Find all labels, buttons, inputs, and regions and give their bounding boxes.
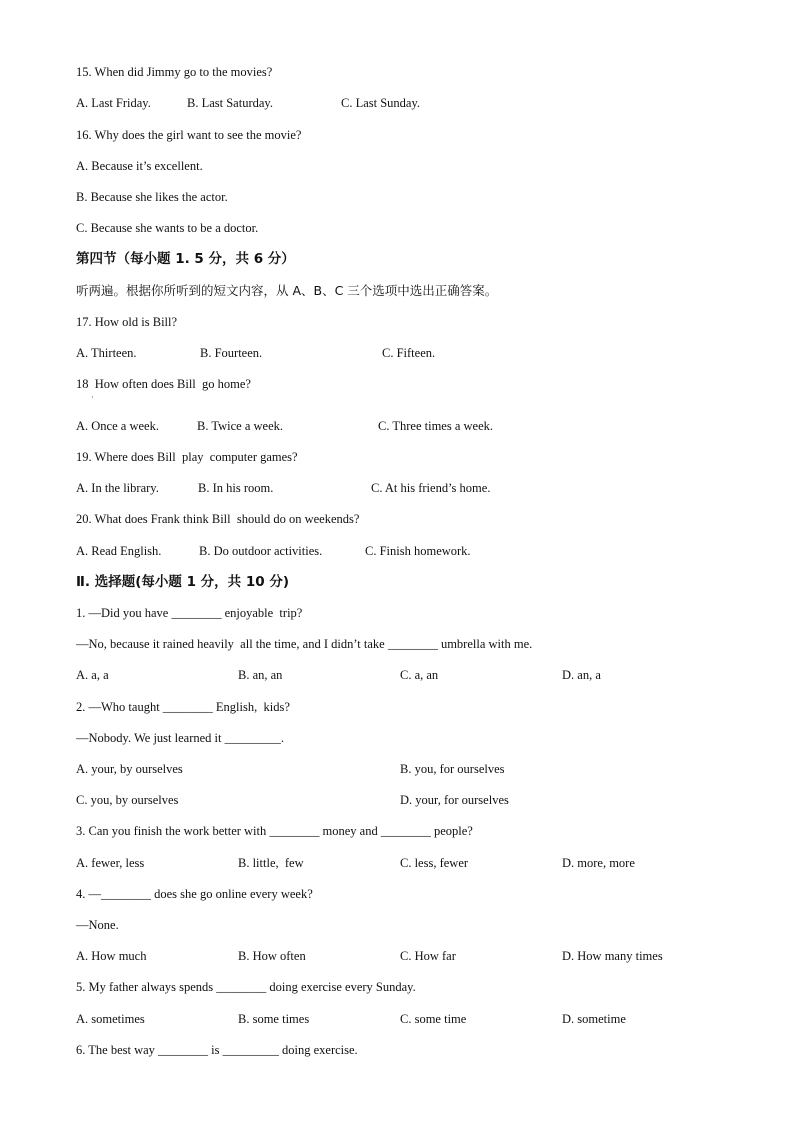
mc-4-option-d: D. How many times [562, 949, 663, 963]
question-20: 20. What does Frank think Bill should do on weekends? [76, 512, 360, 526]
mc-5-option-a: A. sometimes [76, 1012, 145, 1026]
option-19-b: B. In his room. [198, 481, 274, 495]
mc-1-option-b: B. an, an [238, 668, 283, 682]
option-20-c: C. Finish homework. [365, 544, 471, 558]
mc-3-option-b: B. little, few [238, 856, 304, 870]
mc-1-option-a: A. a, a [76, 668, 109, 682]
option-17-b: B. Fourteen. [200, 346, 263, 360]
mc-question-2: 2. —Who taught ________ English, kids? [76, 700, 290, 714]
mc-question-1-reply: —No, because it rained heavily all the time, and I didn’t take ________ umbrella with me. [76, 637, 533, 651]
mc-question-4-reply: —None. [76, 918, 119, 932]
mc-1-option-d: D. an, a [562, 668, 601, 682]
mc-question-4: 4. —________ does she go online every week? [76, 887, 313, 901]
option-17-c: C. Fifteen. [382, 346, 436, 360]
option-19-a: A. In the library. [76, 481, 159, 495]
question-16: 16. Why does the girl want to see the movie? [76, 128, 302, 142]
mc-question-2-reply: —Nobody. We just learned it _________. [76, 731, 284, 745]
mc-5-option-b: B. some times [238, 1012, 310, 1026]
mc-2-option-c: C. you, by ourselves [76, 793, 179, 807]
mc-1-option-c: C. a, an [400, 668, 439, 682]
mc-3-option-c: C. less, fewer [400, 856, 469, 870]
option-15-a: A. Last Friday. [76, 96, 151, 110]
option-15-c: C. Last Sunday. [341, 96, 421, 110]
option-16-a: A. Because it’s excellent. [76, 159, 203, 173]
mc-4-option-c: C. How far [400, 949, 456, 963]
question-15: 15. When did Jimmy go to the movies? [76, 65, 273, 79]
option-18-a: A. Once a week. [76, 419, 159, 433]
mc-5-option-c: C. some time [400, 1012, 467, 1026]
question-19: 19. Where does Bill play computer games? [76, 450, 298, 464]
option-20-a: A. Read English. [76, 544, 162, 558]
mc-3-option-d: D. more, more [562, 856, 635, 870]
mc-4-option-a: A. How much [76, 949, 147, 963]
question-18: 18 How often does Bill go home? [76, 377, 251, 391]
option-18-b: B. Twice a week. [197, 419, 284, 433]
mc-2-option-a: A. your, by ourselves [76, 762, 183, 776]
option-15-b: B. Last Saturday. [187, 96, 273, 110]
option-16-c: C. Because she wants to be a doctor. [76, 221, 259, 235]
mc-question-1: 1. —Did you have ________ enjoyable trip? [76, 606, 303, 620]
option-16-b: B. Because she likes the actor. [76, 190, 228, 204]
option-19-c: C. At his friend’s home. [371, 481, 491, 495]
section-4-instructions: 听两遍。根据你所听到的短文内容，从 A、B、C 三个选项中选出正确答案。 [76, 283, 498, 298]
option-20-b: B. Do outdoor activities. [199, 544, 323, 558]
section-2-heading: Ⅱ. 选择题(每小题 1 分，共 10 分) [76, 574, 290, 590]
mc-2-option-b: B. you, for ourselves [400, 762, 505, 776]
option-18-c: C. Three times a week. [378, 419, 494, 433]
mc-4-option-b: B. How often [238, 949, 306, 963]
mc-question-5: 5. My father always spends ________ doing exercise every Sunday. [76, 980, 416, 994]
mc-question-3: 3. Can you finish the work better with ________ money and ________ people? [76, 824, 473, 838]
mc-2-option-d: D. your, for ourselves [400, 793, 509, 807]
mc-3-option-a: A. fewer, less [76, 856, 145, 870]
mc-5-option-d: D. sometime [562, 1012, 626, 1026]
mc-question-6: 6. The best way ________ is _________ doing exercise. [76, 1043, 358, 1057]
stray-dot: · [91, 393, 94, 402]
option-17-a: A. Thirteen. [76, 346, 137, 360]
question-17: 17. How old is Bill? [76, 315, 178, 329]
section-4-heading: 第四节（每小题 1. 5 分，共 6 分） [76, 251, 295, 267]
